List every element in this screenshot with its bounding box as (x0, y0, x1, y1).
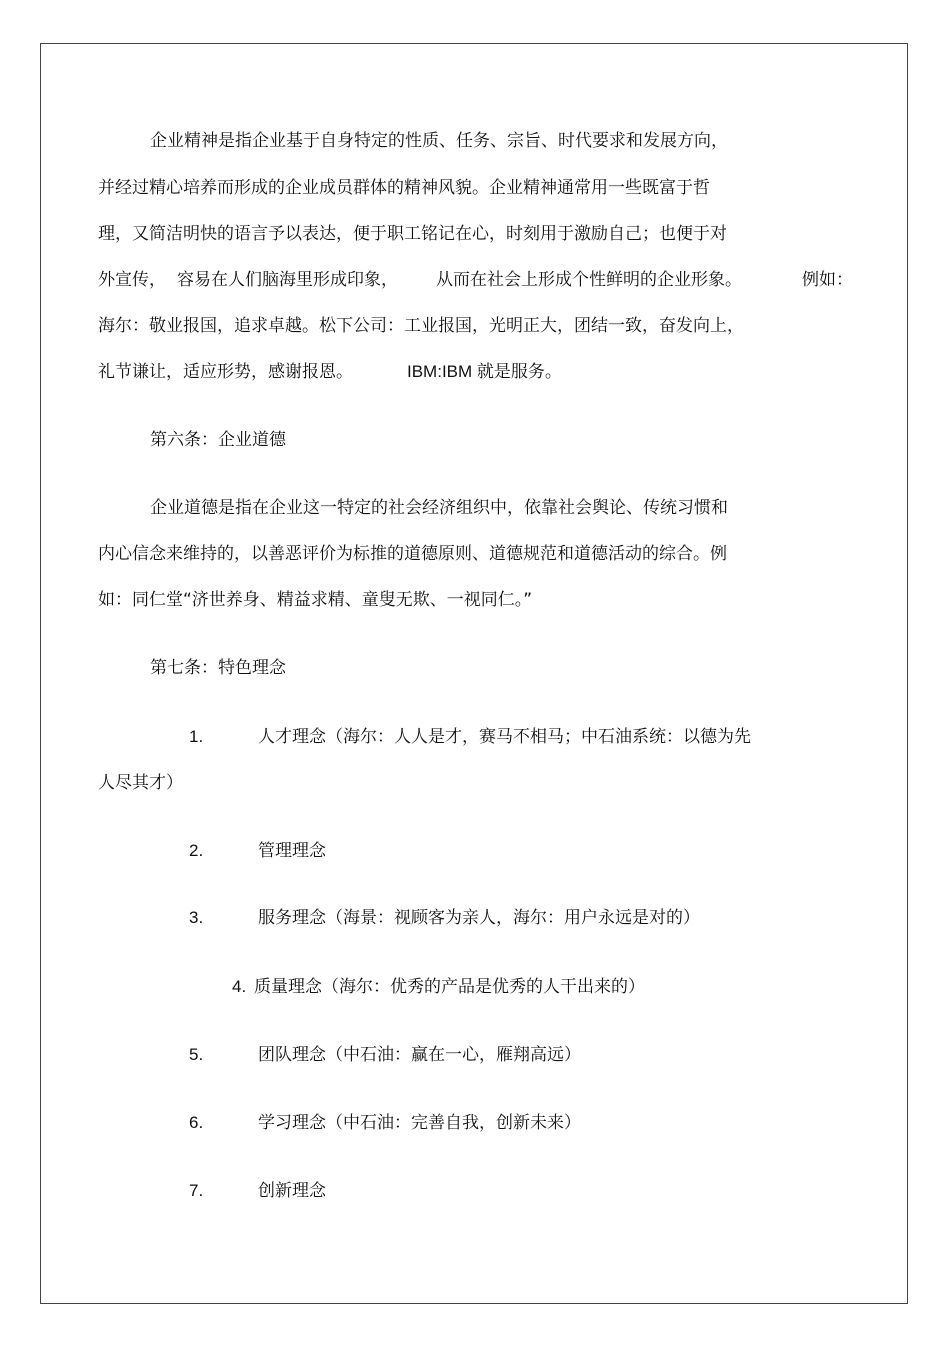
paragraph-line: 从而在社会上形成个性鲜明的企业形象。 (436, 270, 742, 290)
list-item-text: 人尽其才） (98, 773, 183, 793)
list-item-number: 1. (189, 727, 204, 746)
paragraph-line: 企业精神是指企业基于自身特定的性质、任务、宗旨、时代要求和发展方向， (150, 131, 728, 151)
list-item-text: 团队理念（中石油：赢在一心，雁翔高远） (258, 1045, 581, 1065)
paragraph-line: 企业道德是指在企业这一特定的社会经济组织中，依靠社会舆论、传统习惯和 (150, 498, 728, 518)
section-heading: 第六条：企业道德 (150, 430, 286, 450)
paragraph-line: 理，又简洁明快的语言予以表达，便于职工铭记在心，时刻用于激励自己；也便于对 (98, 224, 727, 244)
list-item-text: 服务理念（海景：视顾客为亲人，海尔：用户永远是对的） (258, 908, 700, 928)
list-item-number: 3. (189, 908, 204, 927)
list-item-text: 创新理念 (258, 1181, 326, 1201)
paragraph-line: 容易在人们脑海里形成印象， (177, 270, 398, 290)
paragraph-line: 内心信念来维持的，以善恶评价为标推的道德原则、道德规范和道德活动的综合。例 (98, 544, 727, 564)
paragraph-line: 海尔：敬业报国，追求卓越。松下公司：工业报国，光明正大，团结一致，奋发向上， (98, 316, 744, 336)
list-item-number: 4. (232, 977, 247, 996)
paragraph-line: 例如： (802, 270, 853, 290)
paragraph-line: 外宣传， (98, 270, 166, 290)
section-heading: 第七条：特色理念 (150, 658, 286, 678)
list-item-number: 6. (189, 1113, 204, 1132)
list-item-text: 管理理念 (258, 841, 326, 861)
list-item-text: 学习理念（中石油：完善自我，创新未来） (258, 1113, 581, 1133)
list-item-number: 7. (189, 1181, 204, 1200)
paragraph-line: IBM:IBM 就是服务。 (407, 362, 562, 381)
list-item-number: 2. (189, 841, 204, 860)
paragraph-line: 并经过精心培养而形成的企业成员群体的精神风貌。企业精神通常用一些既富于哲 (98, 178, 710, 198)
list-item-text: 质量理念（海尔：优秀的产品是优秀的人干出来的） (254, 977, 645, 997)
paragraph-line: 礼节谦让，适应形势，感谢报恩。 (98, 362, 353, 382)
paragraph-line: 如：同仁堂“济世养身、精益求精、童叟无欺、一视同仁。” (98, 590, 533, 610)
list-item-text: 人才理念（海尔：人人是才，赛马不相马；中石油系统：以德为先 (258, 727, 751, 747)
list-item-number: 5. (189, 1045, 204, 1064)
